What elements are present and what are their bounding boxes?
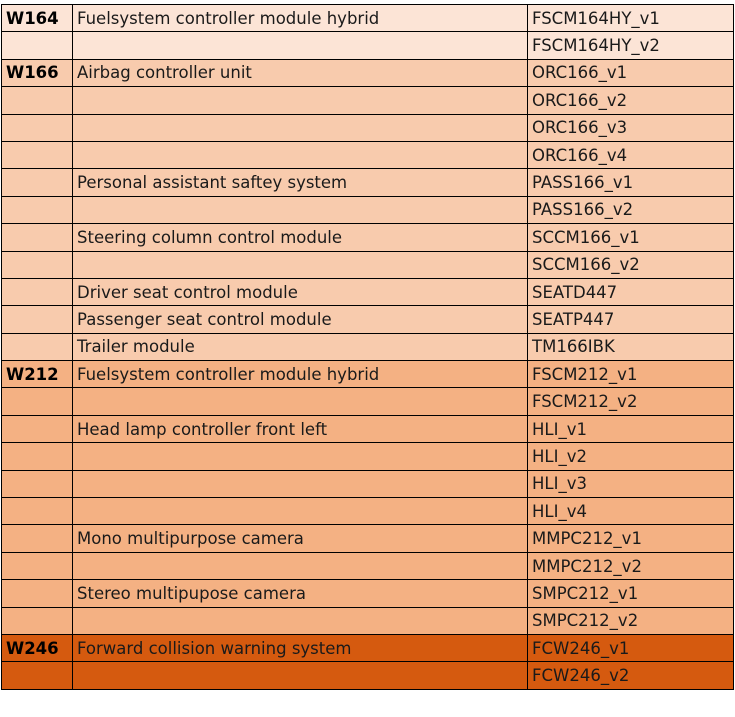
- model-cell: [2, 552, 73, 579]
- table-row: [2, 251, 734, 278]
- module-id-cell: FCW246_v1: [528, 634, 734, 661]
- table-row: [2, 498, 734, 525]
- table-row: [2, 525, 734, 552]
- table-row: [2, 278, 734, 305]
- description-cell: Passenger seat control module: [73, 306, 528, 333]
- module-id-cell: HLI_v2: [528, 443, 734, 470]
- table-row: [2, 415, 734, 442]
- module-id-cell: FSCM212_v1: [528, 361, 734, 388]
- description-cell: Head lamp controller front left: [73, 415, 528, 442]
- module-id-cell: ORC166_v2: [528, 87, 734, 114]
- table-row: [2, 607, 734, 634]
- module-id-cell: TM166IBK: [528, 333, 734, 360]
- table-row: [2, 87, 734, 114]
- module-id-cell: SEATP447: [528, 306, 734, 333]
- module-id-cell: FSCM164HY_v1: [528, 5, 734, 32]
- description-cell: [73, 662, 528, 689]
- description-cell: Forward collision warning system: [73, 634, 528, 661]
- table-row: [2, 141, 734, 168]
- module-id-cell: HLI_v1: [528, 415, 734, 442]
- table-row: [2, 634, 734, 661]
- module-id-cell: PASS166_v1: [528, 169, 734, 196]
- module-id-cell: FCW246_v2: [528, 662, 734, 689]
- model-cell: [2, 114, 73, 141]
- description-cell: [73, 32, 528, 59]
- module-id-cell: HLI_v3: [528, 470, 734, 497]
- description-cell: [73, 251, 528, 278]
- model-cell: W212: [2, 361, 73, 388]
- table-row: [2, 114, 734, 141]
- table-row: [2, 169, 734, 196]
- module-id-cell: SEATD447: [528, 278, 734, 305]
- module-id-cell: MMPC212_v2: [528, 552, 734, 579]
- model-cell: [2, 32, 73, 59]
- model-cell: [2, 388, 73, 415]
- table-row: [2, 306, 734, 333]
- model-cell: [2, 278, 73, 305]
- description-cell: [73, 87, 528, 114]
- model-cell: [2, 580, 73, 607]
- table-row: [2, 32, 734, 59]
- description-cell: [73, 388, 528, 415]
- description-cell: Personal assistant saftey system: [73, 169, 528, 196]
- module-id-cell: ORC166_v1: [528, 59, 734, 86]
- description-cell: Mono multipurpose camera: [73, 525, 528, 552]
- model-cell: [2, 607, 73, 634]
- description-cell: [73, 196, 528, 223]
- model-cell: [2, 498, 73, 525]
- module-id-cell: SCCM166_v1: [528, 224, 734, 251]
- module-id-cell: SMPC212_v1: [528, 580, 734, 607]
- model-cell: [2, 169, 73, 196]
- module-id-cell: SMPC212_v2: [528, 607, 734, 634]
- module-id-cell: ORC166_v3: [528, 114, 734, 141]
- model-cell: [2, 251, 73, 278]
- description-cell: [73, 498, 528, 525]
- model-cell: [2, 662, 73, 689]
- model-cell: [2, 415, 73, 442]
- table-row: [2, 580, 734, 607]
- model-cell: [2, 224, 73, 251]
- module-id-cell: FSCM164HY_v2: [528, 32, 734, 59]
- module-id-cell: HLI_v4: [528, 498, 734, 525]
- module-table-body: [2, 5, 734, 690]
- table-row: [2, 361, 734, 388]
- model-cell: [2, 470, 73, 497]
- model-cell: W246: [2, 634, 73, 661]
- description-cell: Fuelsystem controller module hybrid: [73, 5, 528, 32]
- table-row: [2, 388, 734, 415]
- module-id-cell: SCCM166_v2: [528, 251, 734, 278]
- description-cell: [73, 443, 528, 470]
- description-cell: Steering column control module: [73, 224, 528, 251]
- description-cell: [73, 607, 528, 634]
- model-cell: W164: [2, 5, 73, 32]
- description-cell: [73, 114, 528, 141]
- table-row: [2, 470, 734, 497]
- table-row: [2, 224, 734, 251]
- module-table: [1, 4, 734, 690]
- description-cell: [73, 552, 528, 579]
- module-id-cell: MMPC212_v1: [528, 525, 734, 552]
- table-row: [2, 552, 734, 579]
- description-cell: Stereo multipupose camera: [73, 580, 528, 607]
- model-cell: [2, 525, 73, 552]
- module-id-cell: PASS166_v2: [528, 196, 734, 223]
- description-cell: Airbag controller unit: [73, 59, 528, 86]
- description-cell: Driver seat control module: [73, 278, 528, 305]
- model-cell: [2, 306, 73, 333]
- table-row: [2, 5, 734, 32]
- description-cell: Trailer module: [73, 333, 528, 360]
- model-cell: [2, 333, 73, 360]
- module-id-cell: FSCM212_v2: [528, 388, 734, 415]
- model-cell: [2, 443, 73, 470]
- model-cell: [2, 87, 73, 114]
- table-row: [2, 196, 734, 223]
- module-id-cell: ORC166_v4: [528, 141, 734, 168]
- description-cell: [73, 470, 528, 497]
- table-row: [2, 443, 734, 470]
- description-cell: [73, 141, 528, 168]
- model-cell: W166: [2, 59, 73, 86]
- table-row: [2, 59, 734, 86]
- table-row: [2, 333, 734, 360]
- model-cell: [2, 141, 73, 168]
- description-cell: Fuelsystem controller module hybrid: [73, 361, 528, 388]
- model-cell: [2, 196, 73, 223]
- table-row: [2, 662, 734, 689]
